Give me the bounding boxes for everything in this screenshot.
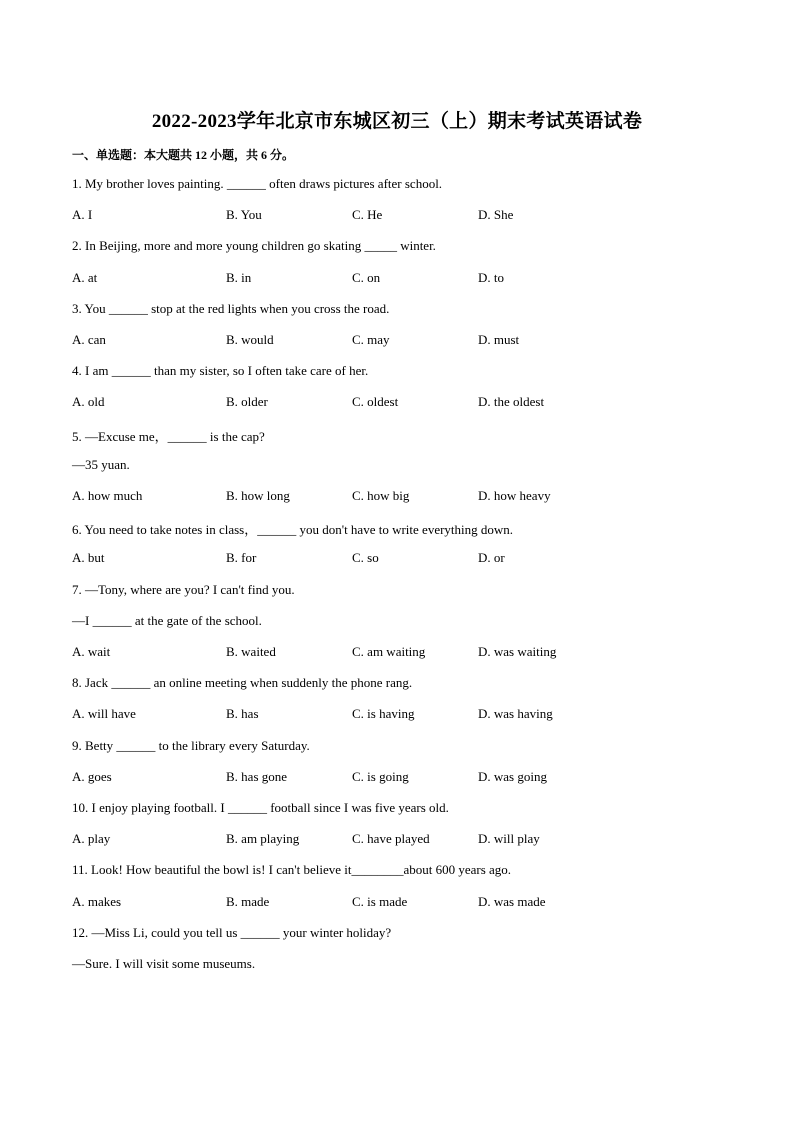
answer-option[interactable]: D. to bbox=[478, 269, 504, 285]
answer-option[interactable]: B. has gone bbox=[226, 768, 288, 784]
question-dialogue-line: —I ______ at the gate of the school. bbox=[72, 612, 262, 628]
question-stem: 9. Betty ______ to the library every Saturday. bbox=[72, 737, 310, 753]
question-stem: 12. —Miss Li, could you tell us ______ your winter holiday? bbox=[72, 924, 392, 940]
answer-option[interactable]: D. the oldest bbox=[478, 394, 545, 410]
answer-option[interactable]: D. will play bbox=[478, 831, 540, 847]
answer-option[interactable]: D. was waiting bbox=[478, 644, 557, 659]
question-stem: 10. I enjoy playing football. I ______ football since I was five years old. bbox=[72, 800, 449, 815]
answer-option[interactable]: A. can bbox=[72, 332, 106, 347]
answer-option[interactable]: D. or bbox=[478, 550, 505, 566]
answer-option[interactable]: B. how long bbox=[226, 488, 290, 503]
answer-option[interactable]: B. would bbox=[226, 332, 274, 347]
answer-option[interactable]: B. in bbox=[226, 269, 252, 285]
answer-option[interactable]: A. goes bbox=[72, 768, 112, 784]
answer-option[interactable]: D. was made bbox=[478, 893, 546, 909]
answer-option[interactable]: B. older bbox=[226, 394, 268, 410]
answer-option[interactable]: D. must bbox=[478, 332, 520, 347]
answer-option[interactable]: A. I bbox=[72, 207, 93, 223]
question-stem: 3. You ______ stop at the red lights when you cross the road. bbox=[72, 300, 390, 316]
answer-option[interactable]: B. You bbox=[226, 207, 262, 223]
answer-option[interactable]: A. wait bbox=[72, 644, 111, 659]
answer-option[interactable]: B. made bbox=[226, 893, 270, 909]
answer-option[interactable]: D. She bbox=[478, 207, 514, 223]
question-dialogue-line: —Sure. I will visit some museums. bbox=[72, 956, 256, 971]
section-heading: 一、单选题：本大题共 12 小题，共 6 分。 bbox=[72, 148, 295, 162]
answer-option[interactable]: C. is going bbox=[352, 768, 409, 784]
answer-option[interactable]: C. am waiting bbox=[352, 644, 426, 659]
answer-option[interactable]: C. have played bbox=[352, 831, 430, 847]
answer-option[interactable]: D. was having bbox=[478, 706, 553, 722]
question-stem: 1. My brother loves painting. ______ often draws pictures after school. bbox=[72, 176, 443, 191]
answer-option[interactable]: A. but bbox=[72, 550, 105, 566]
answer-option[interactable]: C. is having bbox=[352, 706, 415, 722]
answer-option[interactable]: B. am playing bbox=[226, 831, 300, 847]
answer-option[interactable]: B. for bbox=[226, 550, 257, 566]
answer-option[interactable]: C. oldest bbox=[352, 394, 399, 410]
answer-option[interactable]: C. on bbox=[352, 269, 381, 285]
answer-option[interactable]: D. was going bbox=[478, 768, 547, 784]
answer-option[interactable]: C. how big bbox=[352, 488, 410, 503]
question-stem: 7. —Tony, where are you? I can't find you. bbox=[72, 581, 295, 597]
answer-option[interactable]: C. so bbox=[352, 550, 379, 566]
question-stem: 2. In Beijing, more and more young children go skating _____ winter. bbox=[72, 238, 436, 254]
question-stem: 11. Look! How beautiful the bowl is! I can't believe it________about 600 years ago. bbox=[72, 862, 512, 878]
exam-title: 2022-2023学年北京市东城区初三（上）期末考试英语试卷 bbox=[151, 111, 643, 132]
question-stem: 8. Jack ______ an online meeting when suddenly the phone rang. bbox=[72, 675, 413, 691]
question-stem: 4. I am ______ than my sister, so I often take care of her. bbox=[72, 363, 369, 379]
answer-option[interactable]: C. may bbox=[352, 332, 390, 347]
answer-option[interactable]: A. old bbox=[72, 394, 105, 410]
answer-option[interactable]: D. how heavy bbox=[478, 488, 551, 503]
answer-option[interactable]: A. makes bbox=[72, 893, 122, 909]
answer-option[interactable]: C. is made bbox=[352, 893, 408, 909]
answer-option[interactable]: B. has bbox=[226, 706, 259, 722]
answer-option[interactable]: A. play bbox=[72, 831, 111, 847]
answer-option[interactable]: B. waited bbox=[226, 644, 276, 659]
answer-option[interactable]: A. how much bbox=[72, 488, 143, 503]
question-stem: 6. You need to take notes in class，______ you don't have to write everything down. bbox=[72, 522, 514, 538]
answer-option[interactable]: A. will have bbox=[72, 706, 136, 722]
question-stem: 5. —Excuse me，______ is the cap? bbox=[72, 428, 265, 444]
answer-option[interactable]: A. at bbox=[72, 269, 98, 285]
answer-option[interactable]: C. He bbox=[352, 207, 383, 223]
question-dialogue-line: —35 yuan. bbox=[72, 456, 130, 472]
